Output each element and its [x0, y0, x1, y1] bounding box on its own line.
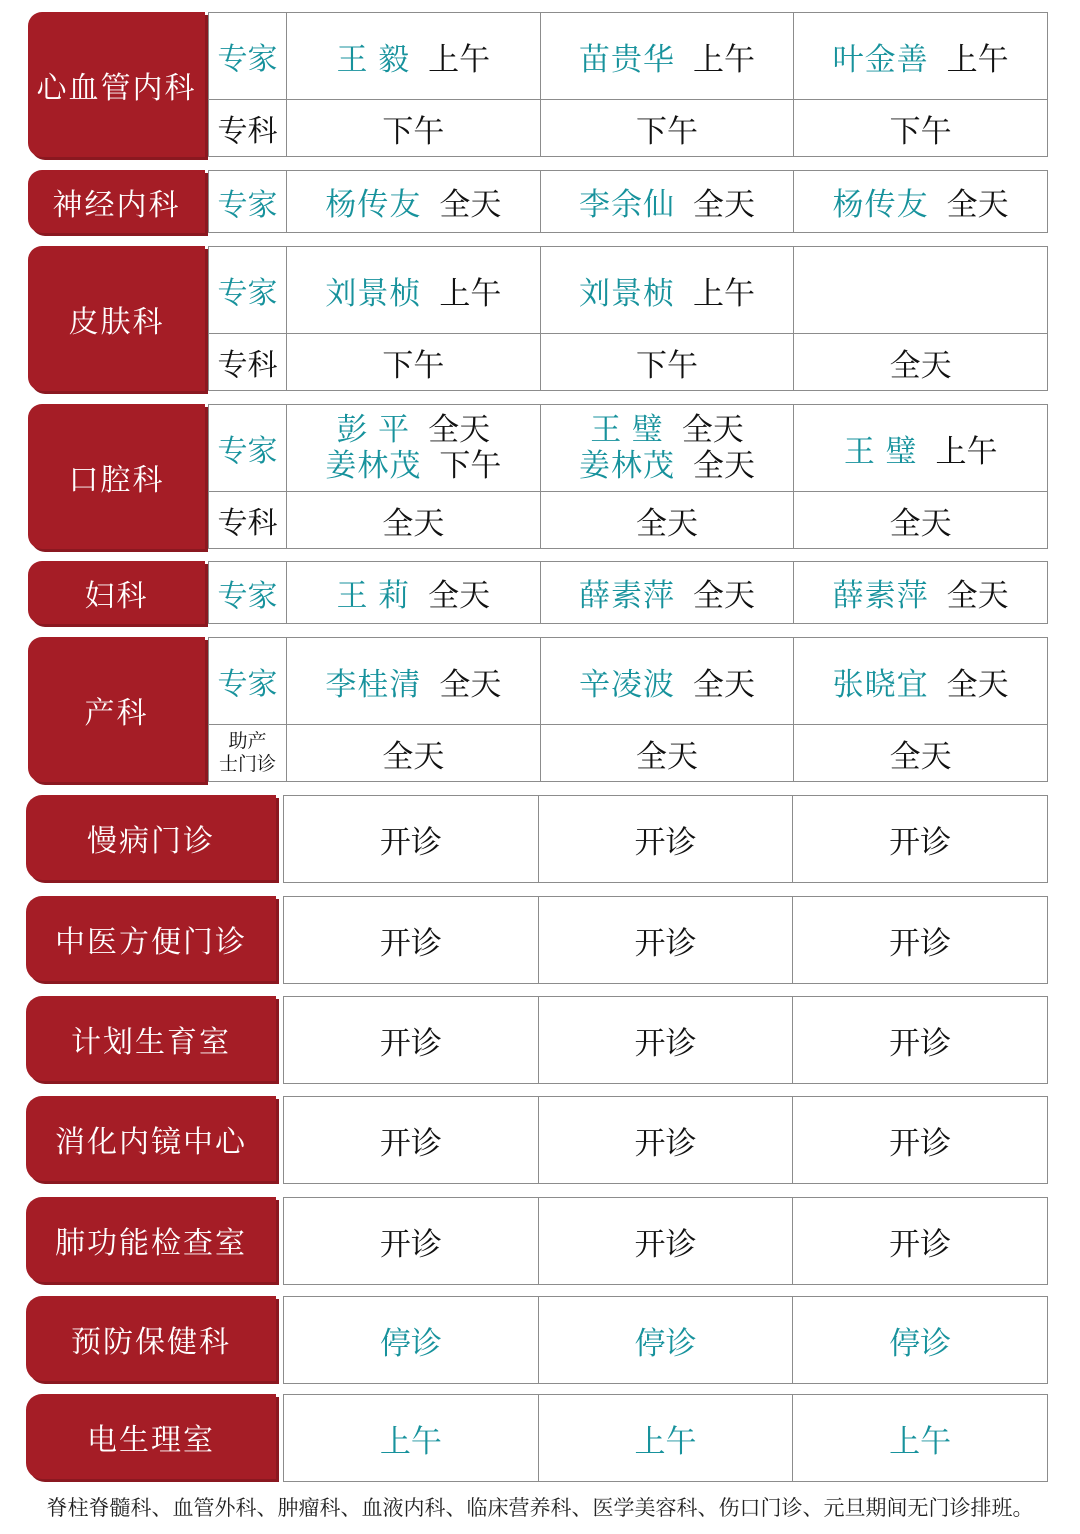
- dept-electrophysiology-label: 电生理室: [26, 1394, 276, 1479]
- schedule-cell: 开诊: [538, 897, 793, 983]
- schedule-cell: 下午: [540, 334, 794, 390]
- expert-label: 专家: [217, 43, 278, 76]
- schedule-cell: 开诊: [792, 796, 1047, 882]
- dept-chronic-label: 慢病门诊: [26, 795, 276, 880]
- schedule-cell: 下午: [286, 100, 540, 156]
- schedule-cell-empty: [793, 247, 1047, 333]
- special-label: 专科: [217, 507, 278, 540]
- schedule-cell: 开诊: [379, 1025, 442, 1061]
- schedule-cell: 停诊: [379, 1325, 442, 1361]
- schedule-cell: 薛素萍 全天: [793, 562, 1047, 623]
- schedule-cell: 全天: [540, 725, 794, 781]
- dept-endoscopy-label: 消化内镜中心: [26, 1096, 276, 1181]
- schedule-cell: 叶金善 上午: [793, 13, 1047, 99]
- schedule-cell: 开诊: [792, 1097, 1047, 1183]
- schedule-cell: 苗贵华 上午: [540, 13, 794, 99]
- schedule-cell: 全天: [793, 492, 1047, 548]
- dept-obst-label: 产科: [28, 637, 205, 782]
- expert-label: 专家: [217, 435, 278, 468]
- schedule-cell: 下午: [793, 100, 1047, 156]
- schedule-cell: 全天: [540, 492, 794, 548]
- schedule-cell: 李桂清 全天: [286, 638, 540, 724]
- schedule-cell: 杨传友 全天: [286, 171, 540, 232]
- schedule-family-planning: [283, 996, 1048, 1084]
- expert-label: 专家: [217, 277, 278, 310]
- special-label: 专科: [217, 349, 278, 382]
- schedule-cell: 上午: [379, 1423, 442, 1459]
- schedule-chronic: [283, 795, 1048, 883]
- schedule-preventive-care: [283, 1296, 1048, 1384]
- expert-label: 专家: [217, 188, 278, 222]
- schedule-cell: 刘景桢 上午: [540, 247, 794, 333]
- schedule-cell: 全天: [286, 725, 540, 781]
- dept-cardio-label: 心血管内科: [28, 12, 205, 157]
- dept-lung-function-label: 肺功能检查室: [26, 1197, 276, 1282]
- schedule-cell: 开诊: [792, 1198, 1047, 1284]
- schedule-cell: 开诊: [538, 1097, 793, 1183]
- schedule-cell: 张晓宜 全天: [793, 638, 1047, 724]
- schedule-obst: [208, 637, 1048, 782]
- schedule-cell: 停诊: [792, 1297, 1047, 1383]
- schedule-tcm: [283, 896, 1048, 984]
- schedule-cell: 杨传友 全天: [793, 171, 1047, 232]
- dept-gyn-label: 妇科: [28, 561, 205, 624]
- schedule-cell: 彭 平 全天 姜林茂 下午: [286, 405, 540, 491]
- schedule-cell: 开诊: [792, 897, 1047, 983]
- footer-note: 脊柱脊髓科、血管外科、肿瘤科、血液内科、临床营养科、医学美容科、伤口门诊、元旦期间无门诊排班。: [46, 1497, 1034, 1520]
- schedule-cell: 李余仙 全天: [540, 171, 794, 232]
- schedule-cell: 开诊: [538, 796, 793, 882]
- schedule-cell: 下午: [540, 100, 794, 156]
- schedule-cell: 王 毅 上午: [286, 13, 540, 99]
- schedule-endoscopy: [283, 1096, 1048, 1184]
- schedule-cell: 全天: [793, 725, 1047, 781]
- schedule-lung-function: [283, 1197, 1048, 1285]
- schedule-cell: 上午: [792, 1395, 1047, 1481]
- dept-derm-label: 皮肤科: [28, 246, 205, 391]
- schedule-cell: 薛素萍 全天: [540, 562, 794, 623]
- midwife-clinic-label: 助产 士门诊: [218, 731, 276, 775]
- schedule-cell: 王 璧 上午: [793, 405, 1047, 491]
- dept-dental-label: 口腔科: [28, 404, 205, 549]
- dept-preventive-care-label: 预防保健科: [26, 1296, 276, 1381]
- expert-label: 专家: [217, 668, 278, 701]
- schedule-derm: [208, 246, 1048, 391]
- schedule-cell: 开诊: [538, 1198, 793, 1284]
- schedule-cell: 开诊: [538, 997, 793, 1083]
- schedule-cell: 开诊: [379, 824, 442, 860]
- schedule-gyn: [208, 561, 1048, 624]
- schedule-cell: 下午: [286, 334, 540, 390]
- schedule-cell: 全天: [286, 492, 540, 548]
- dept-tcm-label: 中医方便门诊: [26, 896, 276, 981]
- schedule-dental: [208, 404, 1048, 549]
- schedule-cell: 王 璧 全天 姜林茂 全天: [540, 405, 794, 491]
- schedule-cell: 开诊: [379, 1125, 442, 1161]
- schedule-cardio: [208, 12, 1048, 157]
- special-label: 专科: [217, 115, 278, 148]
- schedule-cell: 上午: [538, 1395, 793, 1481]
- dept-neuro-label: 神经内科: [28, 170, 205, 233]
- schedule-electrophysiology: [283, 1394, 1048, 1482]
- schedule-neuro: [208, 170, 1048, 233]
- schedule-cell: 王 莉 全天: [286, 562, 540, 623]
- dept-family-planning-label: 计划生育室: [26, 996, 276, 1081]
- schedule-cell: 刘景桢 上午: [286, 247, 540, 333]
- expert-label: 专家: [217, 579, 278, 613]
- schedule-cell: 辛凌波 全天: [540, 638, 794, 724]
- schedule-cell: 开诊: [379, 925, 442, 961]
- schedule-cell: 开诊: [379, 1226, 442, 1262]
- schedule-cell: 全天: [793, 334, 1047, 390]
- schedule-cell: 开诊: [792, 997, 1047, 1083]
- schedule-cell: 停诊: [538, 1297, 793, 1383]
